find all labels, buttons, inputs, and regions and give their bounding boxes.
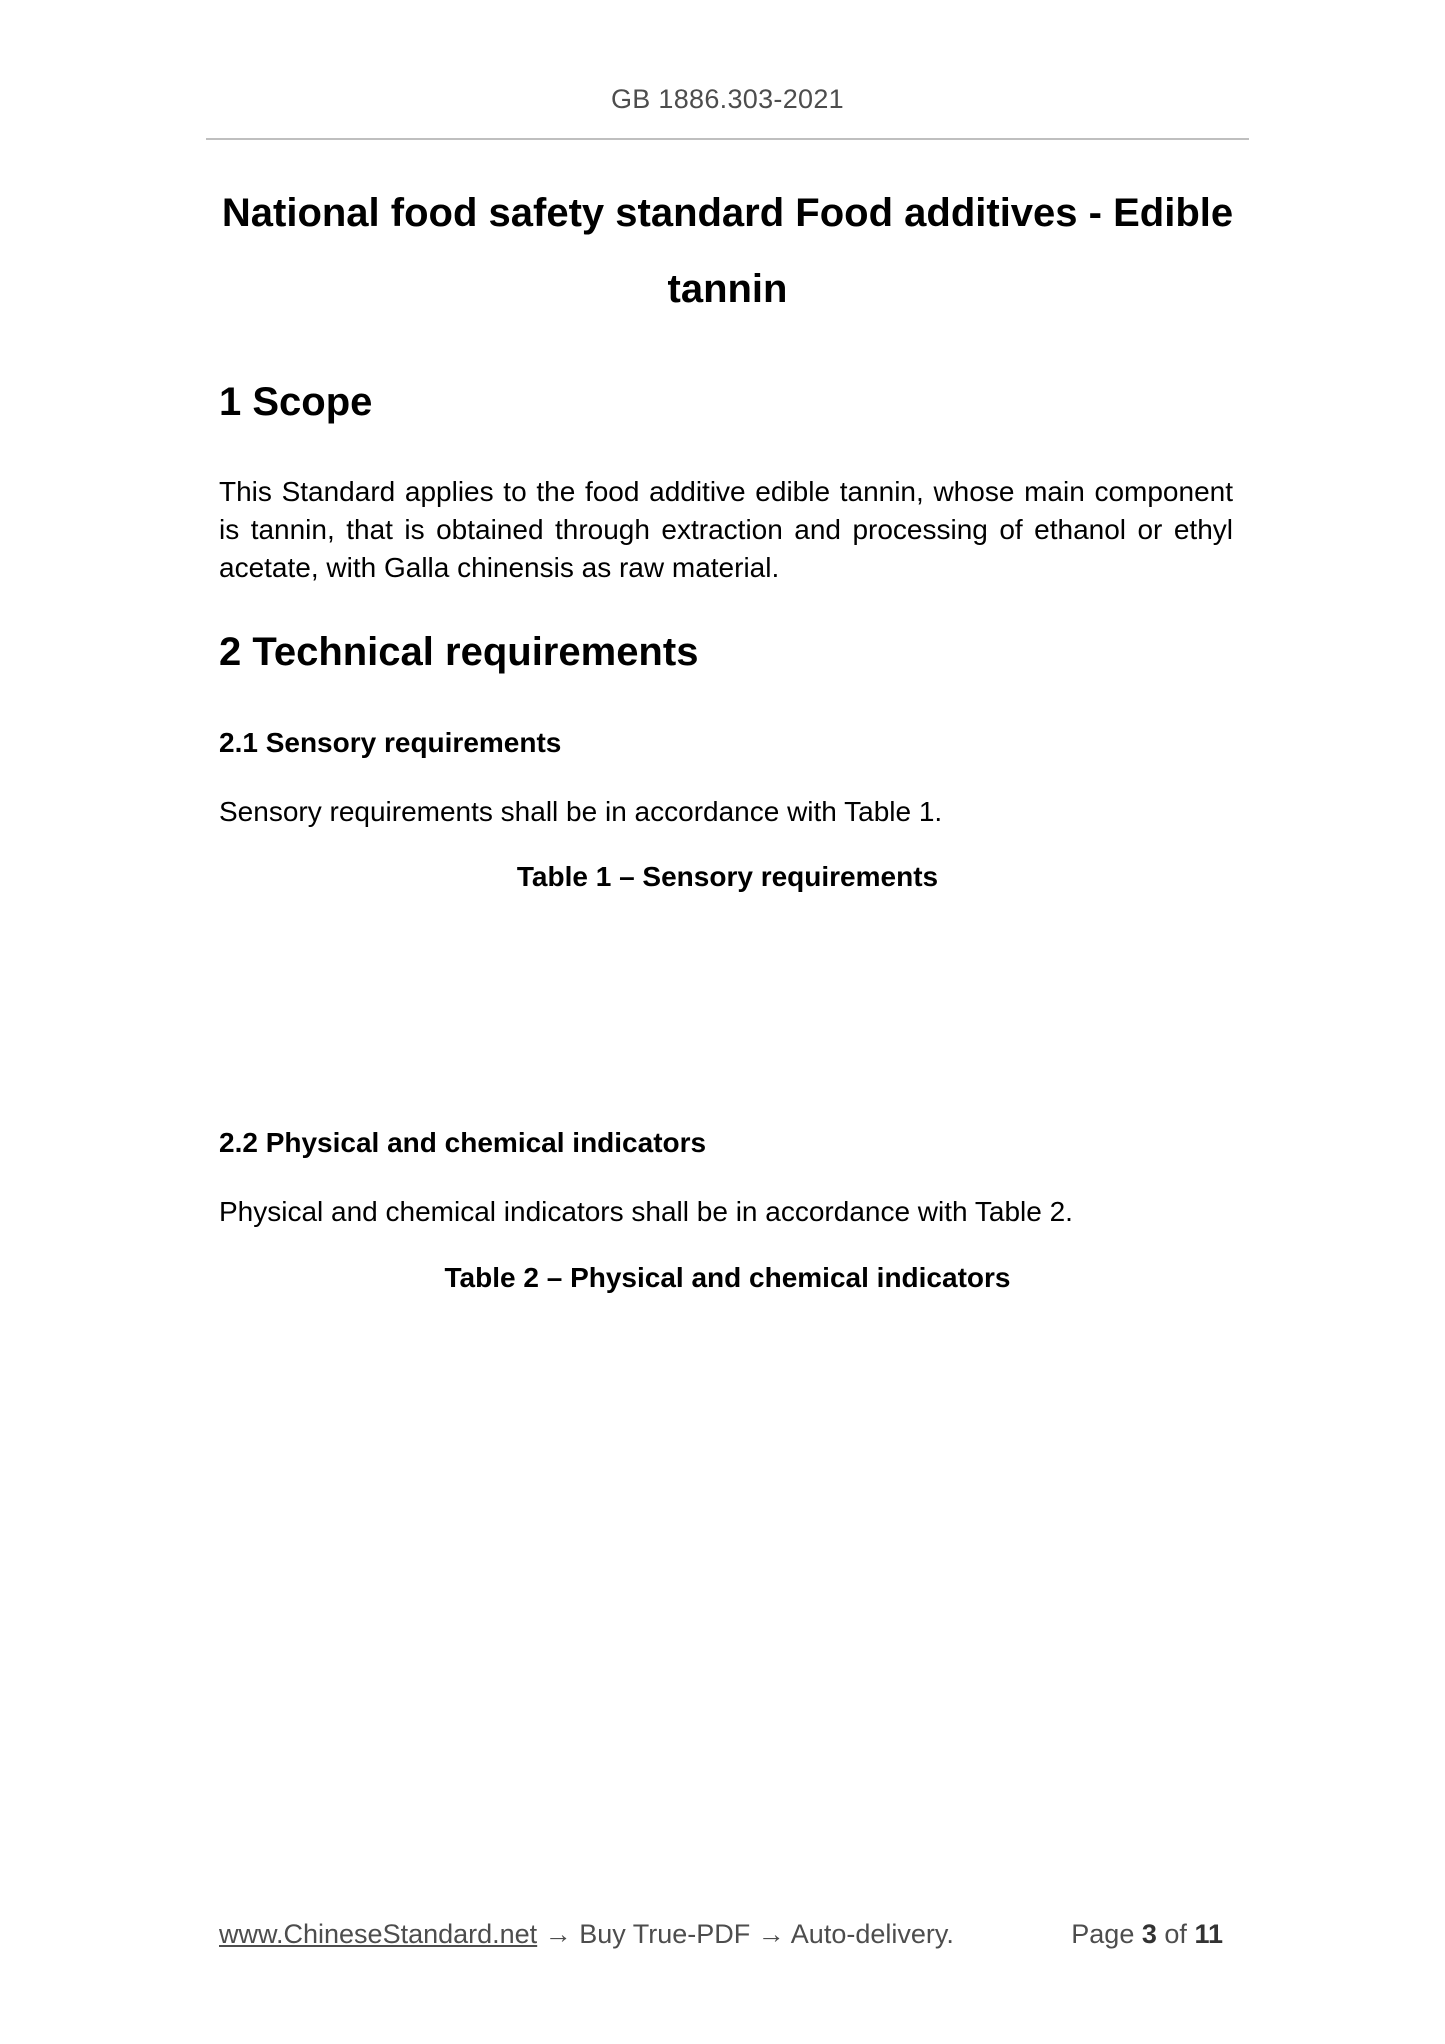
document-title <box>206 175 1249 327</box>
section-scope-heading: 1 Scope <box>219 380 373 424</box>
of-label: of <box>1164 1919 1187 1949</box>
page-current: 3 <box>1141 1919 1157 1949</box>
section-physchem-heading: 2.2 Physical and chemical indicators <box>219 1127 707 1158</box>
arrow-right-icon: → <box>757 1919 785 1949</box>
delivery-text: Auto-delivery. <box>790 1919 954 1949</box>
buy-text: Buy True-PDF <box>579 1919 751 1949</box>
table-2-caption: Table 2 – Physical and chemical indicators <box>444 1262 1011 1293</box>
arrow-right-icon: → <box>544 1919 572 1949</box>
running-header: GB 1886.303-2021 <box>611 84 844 114</box>
page-label: Page <box>1071 1919 1135 1949</box>
page-total: 11 <box>1194 1919 1223 1949</box>
title-line-1: National food safety standard Food additives - Edible <box>221 191 1234 235</box>
page-footer <box>219 1919 1233 1950</box>
section-physchem-text: Physical and chemical indicators shall be in accordance with Table 2. <box>219 1196 1073 1227</box>
page-indicator <box>1071 1919 1223 1950</box>
section-sensory-text: Sensory requirements shall be in accordance with Table 1. <box>219 796 943 827</box>
section-technical-heading: 2 Technical requirements <box>219 630 699 674</box>
header-divider <box>206 138 1249 140</box>
table-1-caption: Table 1 – Sensory requirements <box>516 861 939 892</box>
title-line-2: tannin <box>667 267 788 311</box>
section-sensory-heading: 2.1 Sensory requirements <box>219 727 562 758</box>
section-scope-text: This Standard applies to the food additive edible tannin, whose main component is tannin, that is obtained through extraction and processing of ethanol or ethyl acetate, with Galla chinensis as raw material. <box>219 476 1233 583</box>
website-link[interactable]: www.ChineseStandard.net <box>219 1919 538 1949</box>
